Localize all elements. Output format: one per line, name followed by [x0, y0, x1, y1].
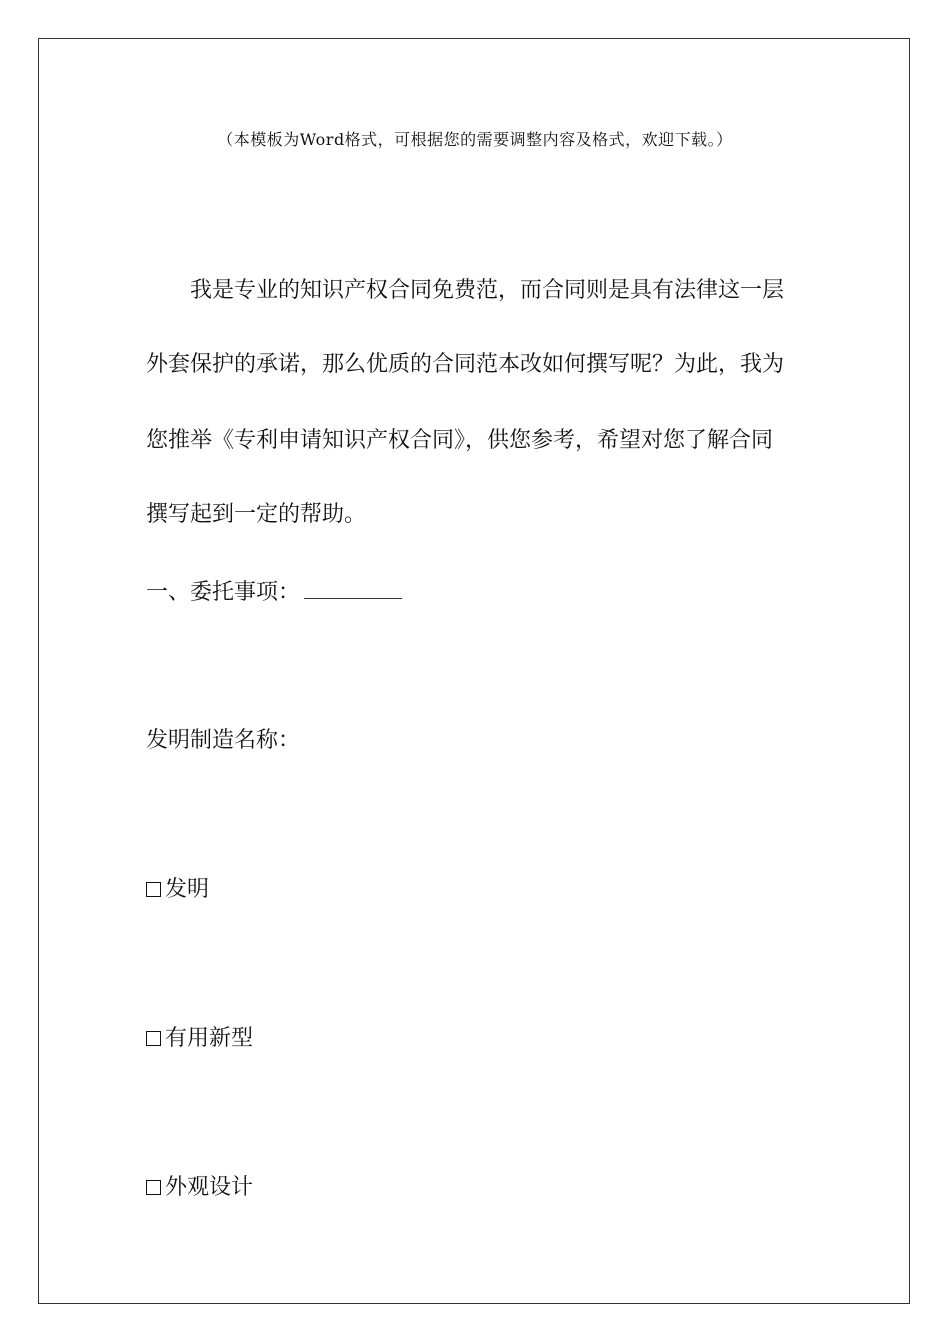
intro-paragraph-line-4: 撰写起到一定的帮助。	[146, 502, 367, 527]
entrust-item	[146, 575, 402, 606]
entrust-blank-field[interactable]	[304, 580, 402, 599]
entrust-label: 一、委托事项：	[146, 580, 301, 605]
intro-paragraph-line-3: 您推举《专利申请知识产权合同》，供您参考，希望对您了解合同	[146, 428, 774, 453]
intro-paragraph-line-2: 外套保护的承诺，那么优质的合同范本改如何撰写呢？为此，我为	[146, 352, 785, 377]
checkbox-option-design[interactable]	[146, 1170, 253, 1201]
intro-paragraph-line-1: 我是专业的知识产权合同免费范，而合同则是具有法律这一层	[190, 278, 785, 303]
checkbox-option-utility-model[interactable]	[146, 1021, 253, 1052]
checkbox-icon[interactable]	[146, 1180, 161, 1195]
invention-name-label: 发明制造名称：	[146, 728, 301, 753]
page-border	[38, 38, 910, 1304]
checkbox-label: 外观设计	[165, 1175, 254, 1200]
checkbox-label: 有用新型	[165, 1026, 254, 1051]
checkbox-icon[interactable]	[146, 882, 161, 897]
checkbox-option-invention[interactable]	[146, 872, 209, 903]
checkbox-icon[interactable]	[146, 1031, 161, 1046]
template-note: （本模板为Word格式，可根据您的需要调整内容及格式，欢迎下载。）	[217, 130, 733, 149]
checkbox-label: 发明	[165, 877, 210, 902]
